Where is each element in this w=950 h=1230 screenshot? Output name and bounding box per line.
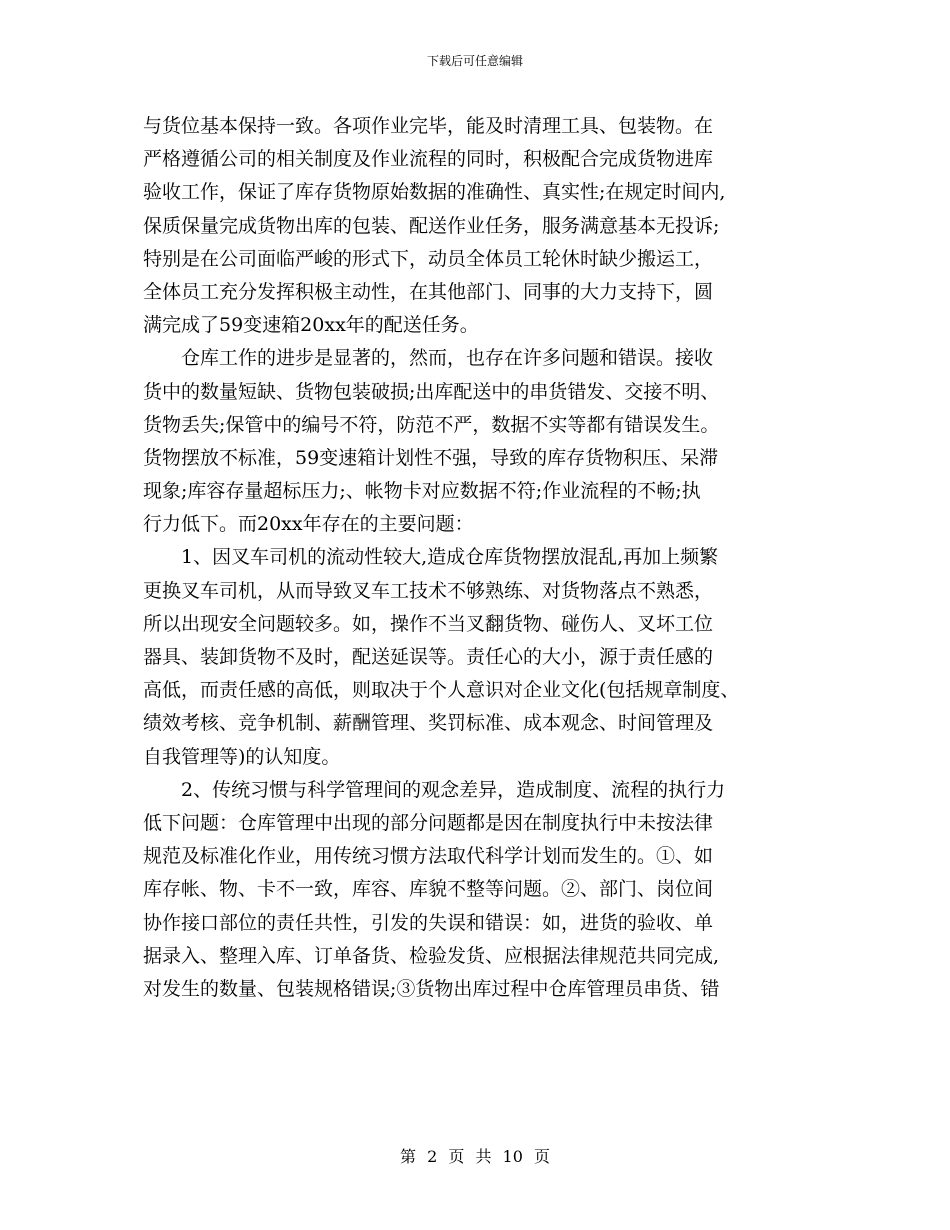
text-line: 1、因叉车司机的流动性较大,造成仓库货物摆放混乱,再加上频繁 <box>181 546 719 569</box>
text-line: 特别是在公司面临严峻的形式下，动员全体员工轮休时缺少搬运工， <box>143 247 714 270</box>
text-line: 器具、装卸货物不及时，配送延误等。责任心的大小，源于责任感的 <box>143 646 714 668</box>
text-line: 满完成了59变速箱20xx年的配送任务。 <box>143 314 479 337</box>
text-line: 验收工作，保证了库存货物原始数据的准确性、真实性;在规定时间内, <box>143 181 726 204</box>
text-line: 现象;库容存量超标压力;、帐物卡对应数据不符;作业流程的不畅;执 <box>143 480 701 503</box>
text-line: 严格遵循公司的相关制度及作业流程的同时，积极配合完成货物进库 <box>143 148 714 171</box>
text-line: 绩效考核、竞争机制、薪酬管理、奖罚标准、成本观念、时间管理及 <box>143 712 714 735</box>
text-line: 行力低下。而20xx年存在的主要问题： <box>143 513 474 536</box>
document-body <box>143 110 823 1006</box>
page-header: 下载后可任意编辑 <box>426 54 523 68</box>
page-footer: 第 2 页 共 10 页 <box>400 1147 550 1166</box>
text-line: 对发生的数量、包装规格错误;③货物出库过程中仓库管理员串货、错 <box>143 977 720 1000</box>
text-line: 货物丢失;保管中的编号不符，防范不严，数据不实等都有错误发生。 <box>143 413 720 436</box>
text-line: 据录入、整理入库、订单备货、检验发货、应根据法律规范共同完成, <box>143 944 720 967</box>
text-line: 库存帐、物、卡不一致，库容、库貌不整等问题。②、部门、岗位间 <box>143 878 714 901</box>
text-line: 货中的数量短缺、货物包装破损;出库配送中的串货错发、交接不明、 <box>143 380 720 403</box>
text-line: 保质保量完成货物出库的包装、配送作业任务，服务满意基本无投诉; <box>143 214 720 237</box>
text-line: 与货位基本保持一致。各项作业完毕，能及时清理工具、包装物。在 <box>143 115 714 137</box>
text-line: 全体员工充分发挥积极主动性，在其他部门、同事的大力支持下，圆 <box>143 280 714 303</box>
text-line: 所以出现安全问题较多。如，操作不当叉翻货物、碰伤人、叉坏工位 <box>143 612 714 635</box>
text-line: 货物摆放不标准，59变速箱计划性不强，导致的库存货物积压、呆滞 <box>143 446 719 469</box>
text-line: 更换叉车司机，从而导致叉车工技术不够熟练、对货物落点不熟悉， <box>143 579 714 602</box>
text-line: 低下问题：仓库管理中出现的部分问题都是因在制度执行中未按法律 <box>143 811 714 834</box>
text-line: 2、传统习惯与科学管理间的观念差异，造成制度、流程的执行力 <box>181 778 726 801</box>
text-line: 高低，而责任感的高低，则取决于个人意识对企业文化(包括规章制度、 <box>143 679 740 702</box>
text-line: 协作接口部位的责任共性，引发的失误和错误：如，进货的验收、单 <box>143 911 714 934</box>
text-line: 仓库工作的进步是显著的，然而，也存在许多问题和错误。接收 <box>181 347 714 370</box>
text-line: 规范及标准化作业，用传统习惯方法取代科学计划而发生的。①、如 <box>143 845 714 868</box>
text-line: 自我管理等)的认知度。 <box>143 745 341 768</box>
